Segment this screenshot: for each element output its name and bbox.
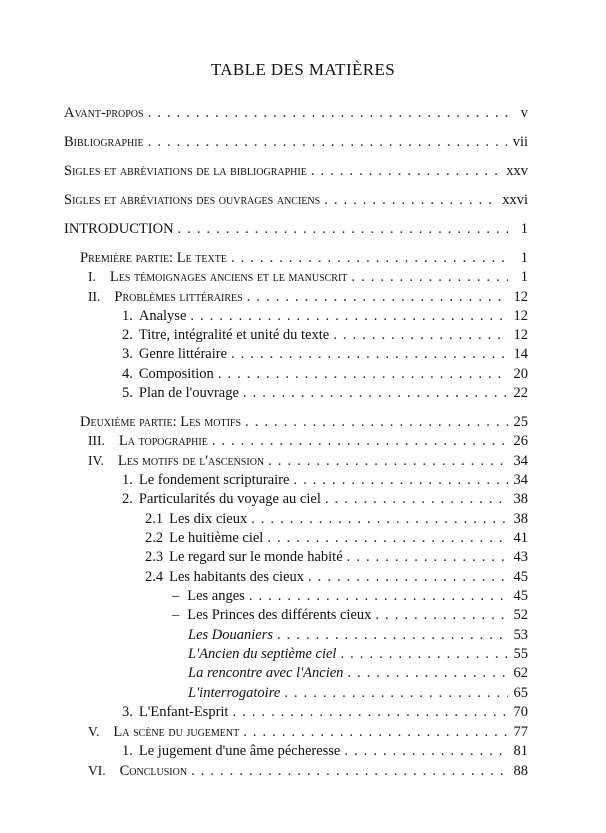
entry-page: 14 [513,346,528,362]
toc-item[interactable] [188,684,528,702]
entry-page: 12 [513,308,528,324]
entry-page: 20 [513,366,528,382]
dot-leader [232,703,507,721]
entry-label: Le huitième ciel [169,530,264,546]
entry-label: Les Douaniers [188,627,273,643]
toc-item[interactable] [172,606,528,624]
entry-page: xxvi [502,192,528,208]
section-number: 1. [122,743,133,759]
dot-leader [267,529,507,547]
dot-leader [245,413,507,431]
toc-section[interactable] [122,742,528,760]
entry-page: 43 [513,549,528,565]
entry-page: 38 [513,491,528,507]
toc-section[interactable] [122,703,528,721]
part-label: Première partie: Le texte [80,250,227,266]
entry-label: Sigles et abréviations de la bibliographie [64,163,307,179]
dot-leader [148,133,507,151]
dot-leader [178,220,508,238]
toc-subsection[interactable] [145,568,528,586]
toc-entry-sigles-ouvrages[interactable] [64,191,528,209]
entry-label: L'Ancien du septième ciel [188,646,337,662]
toc-chapter[interactable] [88,762,528,780]
toc-entry-avant-propos[interactable] [64,104,528,122]
subsection-number: 2.1 [145,511,164,527]
dot-leader [243,723,507,741]
entry-label: La topographie [118,433,208,449]
dot-leader [251,510,507,528]
dot-leader [212,432,508,450]
subsection-number: 2.2 [145,530,164,546]
dot-leader [293,471,507,489]
toc-part-title[interactable] [80,249,528,267]
entry-label: Avant-propos [64,105,144,121]
dot-leader [190,307,507,325]
toc-item[interactable] [188,626,528,644]
toc-subsection[interactable] [145,548,528,566]
toc-entry-introduction[interactable] [64,220,528,238]
dot-leader [231,345,507,363]
toc-part-title[interactable] [80,413,528,431]
dot-leader [249,587,508,605]
toc-subsection[interactable] [145,529,528,547]
toc-chapter[interactable] [88,452,528,470]
entry-page: 26 [513,433,528,449]
entry-page: xxv [506,163,528,179]
entry-page: 1 [520,221,528,237]
entry-label: Le fondement scripturaire [138,472,290,488]
entry-label: Plan de l'ouvrage [138,385,239,401]
dot-leader [324,191,496,209]
dash-marker: – [172,607,180,623]
entry-page: 45 [513,588,528,604]
toc-subsection[interactable] [145,510,528,528]
entry-label: Particularités du voyage au ciel [138,491,321,507]
dot-leader [218,365,508,383]
entry-page: vii [512,134,528,150]
entry-page: 70 [513,704,528,720]
entry-label: Les Princes des différents cieux [187,607,372,623]
dot-leader [148,104,508,122]
chapter-number: III. [88,433,105,448]
entry-label: Les témoignages anciens et le manuscrit [109,269,348,285]
toc-entry-bibliographie[interactable] [64,133,528,151]
dot-leader [333,326,507,344]
toc-chapter[interactable] [88,288,528,306]
entry-label: Conclusion [119,763,188,779]
toc-section[interactable] [122,471,528,489]
entry-page: 22 [513,385,528,401]
toc-item[interactable] [188,664,528,682]
chapter-number: VI. [88,763,106,778]
section-number: 5. [122,385,133,401]
entry-page: 62 [513,665,528,681]
toc-section[interactable] [122,365,528,383]
entry-page: 25 [513,414,528,430]
toc-item[interactable] [172,587,528,605]
toc-chapter[interactable] [88,432,528,450]
entry-page: 55 [513,646,528,662]
chapter-number: IV. [88,453,104,468]
dot-leader [311,162,500,180]
dot-leader [347,548,508,566]
entry-page: 34 [513,472,528,488]
toc-section[interactable] [122,326,528,344]
subsection-number: 2.4 [145,569,164,585]
entry-page: 88 [513,763,528,779]
entry-label: INTRODUCTION [64,221,174,237]
entry-label: Les motifs de l'ascension [117,453,265,469]
entry-label: L'Enfant-Esprit [138,704,229,720]
dot-leader [191,762,507,780]
entry-label: Problèmes littéraires [114,289,243,305]
dot-leader [284,684,507,702]
entry-label: Les habitants des cieux [169,569,305,585]
part-label: Deuxième partie: Les motifs [80,414,242,430]
toc-section[interactable] [122,307,528,325]
dot-leader [243,384,508,402]
chapter-number: I. [88,269,96,284]
entry-page: v [520,105,528,121]
dash-marker: – [172,588,180,604]
entry-page: 12 [513,289,528,305]
entry-label: Sigles et abréviations des ouvrages anciens [64,192,321,208]
dot-leader [268,452,507,470]
section-number: 1. [122,472,133,488]
toc-item[interactable] [188,645,528,663]
entry-page: 65 [513,685,528,701]
toc-section[interactable] [122,384,528,402]
dot-leader [340,645,507,663]
toc-chapter[interactable] [88,723,528,741]
dot-leader [231,249,508,267]
entry-page: 41 [513,530,528,546]
toc-entry-sigles-bibliographie[interactable] [64,162,528,180]
section-number: 1. [122,308,133,324]
entry-page: 81 [513,743,528,759]
entry-label: La rencontre avec l'Ancien [188,665,344,681]
section-number: 3. [122,704,133,720]
entry-page: 53 [513,627,528,643]
entry-page: 1 [520,269,528,285]
dot-leader [325,490,508,508]
entry-label: Genre littéraire [138,346,228,362]
dot-leader [375,606,507,624]
entry-page: 45 [513,569,528,585]
entry-label: Bibliographie [64,134,144,150]
entry-page: 1 [520,250,528,266]
entry-page: 12 [513,327,528,343]
subsection-number: 2.3 [145,549,164,565]
entry-page: 38 [513,511,528,527]
entry-page: 34 [513,453,528,469]
section-number: 2. [122,491,133,507]
dot-leader [308,568,507,586]
entry-label: Le regard sur le monde habité [169,549,343,565]
chapter-number: II. [88,289,101,304]
dot-leader [277,626,508,644]
chapter-number: V. [88,724,100,739]
entry-label: Titre, intégralité et unité du texte [138,327,330,343]
entry-label: Composition [138,366,214,382]
toc-section[interactable] [122,345,528,363]
toc-section[interactable] [122,490,528,508]
dot-leader [344,742,507,760]
entry-page: 52 [513,607,528,623]
section-number: 2. [122,327,133,343]
section-number: 3. [122,346,133,362]
section-number: 4. [122,366,133,382]
dot-leader [247,288,508,306]
entry-label: Les dix cieux [169,511,248,527]
dot-leader [347,664,507,682]
entry-page: 77 [513,724,528,740]
entry-label: La scène du jugement [113,724,240,740]
entry-label: L'interrogatoire [188,685,281,701]
page-title: TABLE DES MATIÈRES [210,60,396,79]
entry-label: Les anges [187,588,245,604]
entry-label: Analyse [138,308,187,324]
toc-chapter[interactable] [88,268,528,286]
entry-label: Le jugement d'une âme pécheresse [138,743,341,759]
dot-leader [351,268,508,286]
